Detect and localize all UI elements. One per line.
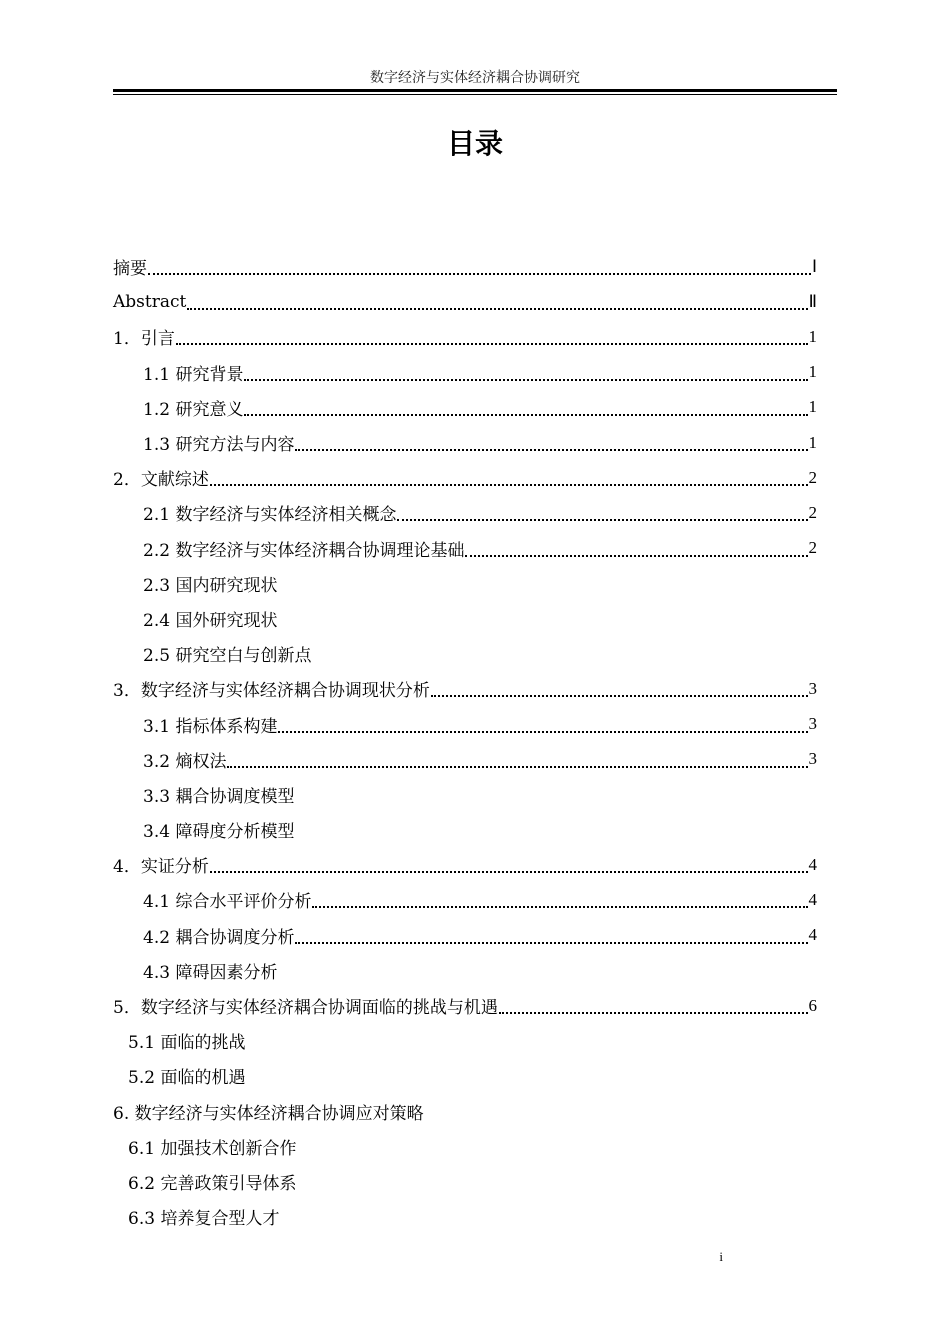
toc-entry-page: 1 <box>808 326 817 346</box>
toc-entry[interactable] <box>113 988 817 1023</box>
toc-entry-page: 4 <box>808 925 817 945</box>
toc-entry-page: Ⅰ <box>811 256 817 276</box>
toc-entry-label: 6.3 培养复合型人才 <box>128 1209 280 1230</box>
toc-dot-leader <box>312 905 807 908</box>
toc-entry-label: 3.4 障碍度分析模型 <box>143 822 295 843</box>
toc-entry-label: 6.2 完善政策引导体系 <box>128 1173 297 1194</box>
toc-entry-label: 4.3 障碍因素分析 <box>143 962 278 983</box>
toc-entry-label: 5.1 面临的挑战 <box>128 1033 246 1054</box>
toc-dot-leader <box>397 518 807 521</box>
toc-entry[interactable] <box>113 812 817 847</box>
toc-entry-label: 5.2 面临的机遇 <box>128 1068 246 1089</box>
toc-entry[interactable] <box>113 671 817 706</box>
toc-entry-label: 3.3 耦合协调度模型 <box>143 786 295 807</box>
toc-entry-label: 4.1 综合水平评价分析 <box>143 892 312 913</box>
toc-entry[interactable] <box>113 355 817 390</box>
toc-dot-leader <box>295 448 807 451</box>
toc-entry[interactable] <box>113 706 817 741</box>
toc-dot-leader <box>244 413 807 416</box>
header-rule-thin <box>113 94 837 95</box>
toc-entry[interactable] <box>113 601 817 636</box>
toc-entry-page: 3 <box>808 749 817 769</box>
toc-entry-page: 3 <box>808 714 817 734</box>
toc-entry-page: 6 <box>808 995 817 1015</box>
toc-entry[interactable] <box>113 882 817 917</box>
toc-entry-label: 1.2 研究意义 <box>143 399 244 420</box>
toc-entry[interactable] <box>113 284 817 319</box>
toc-entry[interactable] <box>113 636 817 671</box>
toc-entry[interactable] <box>113 777 817 812</box>
toc-entry[interactable] <box>113 425 817 460</box>
toc-entry-label: 5．数字经济与实体经济耦合协调面临的挑战与机遇 <box>113 998 498 1019</box>
toc-dot-leader <box>176 342 808 345</box>
toc-entry[interactable] <box>113 249 817 284</box>
toc-dot-leader <box>187 307 807 310</box>
toc-entry[interactable] <box>113 1094 817 1129</box>
toc-entry-label: 摘要 <box>113 259 147 280</box>
toc-dot-leader <box>431 694 808 697</box>
toc-entry-label: 2.3 国内研究现状 <box>143 575 278 596</box>
toc-dot-leader <box>278 730 807 733</box>
toc-entry-page: 2 <box>808 538 817 558</box>
toc-entry-page: 1 <box>808 432 817 452</box>
toc-entry[interactable] <box>113 495 817 530</box>
toc-entry[interactable] <box>113 1199 817 1234</box>
toc-dot-leader <box>148 272 811 275</box>
toc-entry-label: Abstract <box>113 291 187 312</box>
toc-entry-page: 4 <box>808 889 817 909</box>
header-rule-thick <box>113 89 837 92</box>
toc-entry-label: 2.5 研究空白与创新点 <box>143 646 312 667</box>
toc-dot-leader <box>244 378 807 381</box>
toc-entry[interactable] <box>113 918 817 953</box>
toc-entry-page: Ⅱ <box>808 291 817 311</box>
toc-entry-page: 1 <box>808 397 817 417</box>
toc-entry[interactable] <box>113 566 817 601</box>
toc-entry-page: 1 <box>808 362 817 382</box>
toc-dot-leader <box>499 1011 808 1014</box>
running-header: 数字经济与实体经济耦合协调研究 <box>370 70 580 86</box>
toc-entry-label: 3.1 指标体系构建 <box>143 716 278 737</box>
toc-entry-page: 2 <box>808 502 817 522</box>
toc-entry[interactable] <box>113 1164 817 1199</box>
toc-entry-page: 3 <box>808 678 817 698</box>
toc-entry-label: 1．引言 <box>113 329 175 350</box>
toc-entry[interactable] <box>113 390 817 425</box>
toc-entry-label: 2.1 数字经济与实体经济相关概念 <box>143 505 397 526</box>
toc-entry-label: 6.1 加强技术创新合作 <box>128 1138 297 1159</box>
toc-dot-leader <box>227 765 807 768</box>
table-of-contents <box>113 249 817 1234</box>
toc-entry-label: 3．数字经济与实体经济耦合协调现状分析 <box>113 681 430 702</box>
toc-entry-page: 4 <box>808 854 817 874</box>
toc-title: 目录 <box>446 127 503 160</box>
toc-entry-label: 3.2 熵权法 <box>143 751 227 772</box>
toc-entry[interactable] <box>113 531 817 566</box>
toc-entry[interactable] <box>113 460 817 495</box>
toc-entry-label: 2.4 国外研究现状 <box>143 610 278 631</box>
toc-dot-leader <box>210 483 808 486</box>
toc-entry[interactable] <box>113 1058 817 1093</box>
toc-entry[interactable] <box>113 319 817 354</box>
toc-entry[interactable] <box>113 953 817 988</box>
toc-entry[interactable] <box>113 847 817 882</box>
toc-entry-page: 2 <box>808 467 817 487</box>
toc-entry[interactable] <box>113 1129 817 1164</box>
toc-dot-leader <box>295 941 807 944</box>
toc-entry-label: 6. 数字经济与实体经济耦合协调应对策略 <box>113 1103 424 1124</box>
toc-dot-leader <box>210 870 808 873</box>
toc-dot-leader <box>465 554 807 557</box>
footer-page-number: i <box>719 1249 723 1264</box>
toc-entry[interactable] <box>113 742 817 777</box>
toc-entry[interactable] <box>113 1023 817 1058</box>
toc-entry-label: 4.2 耦合协调度分析 <box>143 927 295 948</box>
toc-entry-label: 1.1 研究背景 <box>143 364 244 385</box>
toc-entry-label: 4．实证分析 <box>113 857 209 878</box>
toc-entry-label: 2．文献综述 <box>113 470 209 491</box>
toc-entry-label: 1.3 研究方法与内容 <box>143 435 295 456</box>
toc-entry-label: 2.2 数字经济与实体经济耦合协调理论基础 <box>143 540 465 561</box>
